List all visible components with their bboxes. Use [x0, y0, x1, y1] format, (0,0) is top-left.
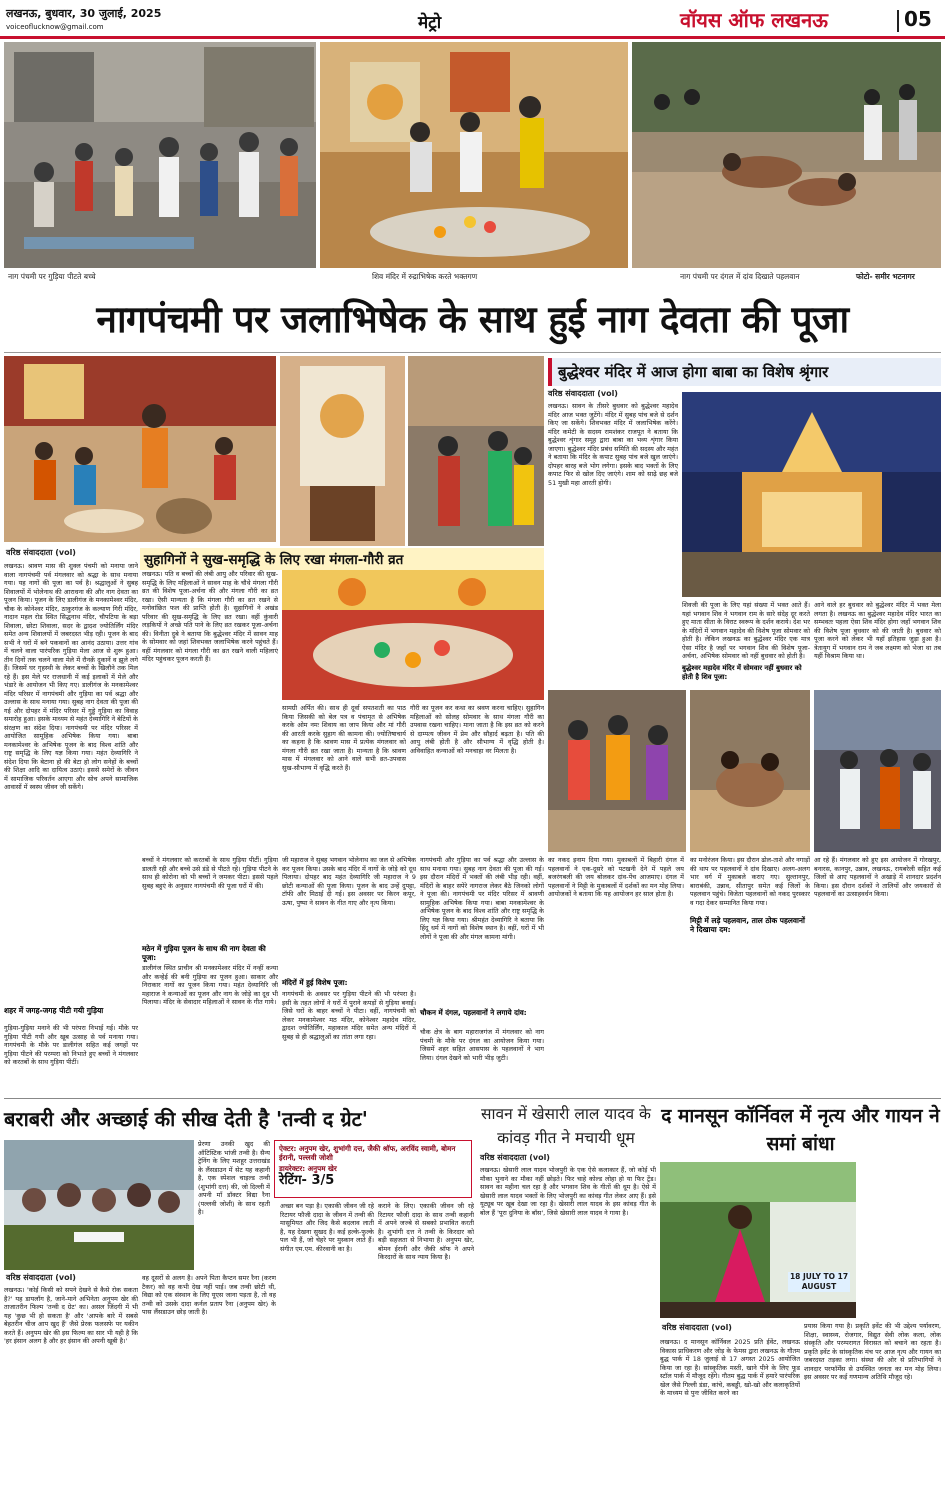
- tanvi-byline: वरिष्ठ संवाददाता (vol): [6, 1273, 76, 1282]
- main-col3: [282, 856, 416, 976]
- email: voiceoflucknow@gmail.com: [6, 23, 104, 31]
- main-sub1: शहर में जगह-जगह पीटी गयी गुड़िया: [4, 1006, 104, 1015]
- tanvi-col1-text: लखनऊ। 'कोई किसी को सपने देखने से कैसे रोक सकता है?' यह डायलॉग है, जाने-माने अभिनेता अनुपम खेर की ताजातरीन फिल्म 'तन्वी द ग्रेट' का। असल जिंदगी में भी यह 'कुछ भी हो सकता है' और 'आपके बारे में सबसे बेहतरीन चीज आप खुद हैं' जैसे प्रेरक फलसफे पर यकीन करते हैं। अनुपम खेर की इस फिल्म का सार भी यही है कि 'हर इंसान अलग है और हर इंसान की अपनी खूबी है।': [4, 1286, 138, 1345]
- date-line: लखनऊ, बुधवार, 30 जुलाई, 2025: [6, 7, 162, 20]
- main-byline: वरिष्ठ संवाददाता (vol): [6, 548, 76, 557]
- tanvi-side-text: [198, 1140, 270, 1270]
- main-sub4: चौकन में दंगल, पहलवानों ने लगाये दांव:: [420, 1008, 527, 1017]
- main-col4-text: नागपंचमी और गुड़िया का पर्व श्रद्धा और उल्लास के साथ मनाया गया। सुबह नाग देवता की पूजा की गई। इस दौरान मंदिरों में भक्तों की लंबी भीड़ रही। वहीं, मंदिरों के बाहर सपेरे नागराज लेकर बैठे जिनको लोगों ने पूजा की। नागपंचमी पर मंदिर परिसर में श्रावणी सामूहिक अभिषेक किया गया। बाबा मनकामेश्वर के अभिषेक पूजन के बाद विश्व शांति और राष्ट्र समृद्धि के लिए यज्ञ किया गया। श्रीमहंत देव्यागिरि ने बताया कि हिंदू धर्म में नागों को विशेष स्थान है। वहीं, घरों में भी लोगों ने पूजा की और मंगल कामना मांगी।: [420, 856, 544, 941]
- dangal-col2-text: का मनोरंजन किया। इस दौरान ढोल-ताशे और नगाड़ों की थाप पर पहलवानों ने दांव दिखाए। अलग-अलग भार वर्ग में मुकाबले कराए गए। सुल्तानपुर, बाराबंकी, उन्नाव, सीतापुर समेत कई जिलों के पहलवान पहुंचे। विजेता पहलवानों को नकद पुरस्कार व गदा देकर सम्मानित किया गया।: [690, 856, 810, 907]
- tanvi-cast: ऐक्टर: अनुपम खेर, शुभांगी दत्त, जैकी श्रॉफ, अरविंद स्वामी, बोमन ईरानी, पल्लवी जोशी: [279, 1144, 456, 1162]
- photo-mangla-gauri: [282, 570, 544, 700]
- tanvi-col1: [4, 1286, 138, 1496]
- headline-rule: [4, 352, 941, 353]
- vrat-headline: सुहागिनों ने सुख-समृद्धि के लिए रखा मंगला-गौरी व्रत: [140, 548, 544, 570]
- tanvi-side-text-content: प्रेरणा उनकी खुद की ऑटिस्टिक भांजी तन्वी है। सैन्य ट्रेनिंग के लिए मशहूर उत्तराखंड के लैंसडाउन में सेट यह कहानी है, एक स्पेशल चाइल्ड तन्वी (शुभांगी दत्त) की, जो दिल्ली में अपनी माँ डॉक्टर विद्या रैना (पल्लवी जोशी) के साथ रहती है।: [198, 1140, 270, 1216]
- masthead-rule: [0, 36, 945, 39]
- monsoon-byline: वरिष्ठ संवाददाता (vol): [662, 1323, 732, 1332]
- photo-naag-puja: [4, 356, 276, 542]
- dangal-col3-text: आ रहे हैं। मंगलवार को हुए इस आयोजन में गोरखपुर, बनारस, कानपुर, उन्नाव, लखनऊ, रायबरेली सहित कई जिलों से आए पहलवानों ने अखाड़े में शानदार प्रदर्शन किया। इस दौरान दर्शकों ने तालियों और जयकारों से पहलवानों का उत्साहवर्धन किया।: [814, 856, 941, 898]
- vrat-col2: [282, 704, 406, 850]
- main-col4: [420, 856, 544, 1006]
- main-col3-text: जी महाराज ने सुबह भगवान भोलेनाथ का जल से अभिषेक कर पूजन किया। उसके बाद मंदिर में नागों के जोड़े को दूध पिलाया। दोपहर बाद महंत देव्यागिरि जी महाराज ने 9 छोटी कन्याओं की पूजा किया। पूजन के बाद उन्हें दुपट्टा, टॉफी और मिठाई दी गई। इस अवसर पर किरन कपूर, ऊषा, पुष्पा ने सावन के गीत गाए और नृत्य किया।: [282, 856, 416, 907]
- photo-caption-right: नाग पंचमी पर दंगल में दांव दिखाते पहलवान: [680, 272, 800, 281]
- budhheshwar-sub: बुद्धेश्वर महादेव मंदिर में सोमवार नहीं बुधवार को होती है शिव पूजा:: [682, 664, 810, 681]
- tanvi-director: डायरेक्टर: अनुपम खेर: [279, 1164, 337, 1173]
- budhheshwar-col3: [814, 601, 941, 686]
- section-divider: [4, 1098, 941, 1099]
- main-col3b-text: नागपंचमी के अवसर पर गुड़िया पीटने की भी परंपरा है। इसी के तहत लोगों ने घरों में पुराने कपड़ों से गुड़िया बनाई। जिसे घरों के बाहर बच्चों ने पीटा। वहीं, नागपंचमी को लेकर मनकामेश्वर मठ मंदिर, कोनेश्वर महादेव मंदिर, द्वादश ज्योतिर्लिंग, महाकाल मंदिर समेत अन्य मंदिरों में सुबह से ही श्रद्धालुओं का तांता लगा रहा।: [282, 990, 416, 1041]
- main-col1: [4, 562, 138, 1006]
- budhheshwar-col1-text: लखनऊ। सावन के तीसरे बुधवार को बुद्धेश्वर महादेव मंदिर आज भक्त जुटेंगे। मंदिर में सुबह पांच बजे से दर्शन किए जा सकेंगे। शिवभक्त मंदिर में जलाभिषेक करेंगे। मंदिर कमेटी के सदस्य रामशंकर राजपूत ने बताया कि बुद्धेश्वर शृंगार समूह द्वारा बाबा का भव्य शृंगार किया जाएगा। बुद्धेश्वर मंदिर प्रबंध समिति की सदस्य और महंत ने बताया कि मंदिर के कपाट सुबह पांच बजे खुल जाएंगे। दोपहर बारह बजे भोग लगेगा। इसके बाद भक्तों के लिए कपाट फिर से खोल दिए जाएंगे। शाम को साढ़े छह बजे 51 मुखी महा आरती होगी।: [548, 402, 678, 487]
- budhheshwar-col3-text: आने वाले हर बुधवार को बुद्धेश्वर मंदिर में भक्त मेला लगता है। लखनऊ का बुद्धेश्वर महादेव मंदिर भारत का सम्भवतः पहला ऐसा शिव मंदिर होगा जहाँ भगवान शिव की विशेष पूजा बुधवार को की जाती है। बुधवार को पूजा करने को लेकर भी यहाँ इतिहास जुड़ा हुआ है। त्रेतायुग में भगवान राम ने जब लक्ष्मण को भेजा था तब यहीं विश्राम किया था।: [814, 601, 941, 660]
- dangal-col1: [548, 856, 684, 1094]
- monsoon-banner-text: 18 JULY TO 17 AUGUST: [789, 1272, 849, 1291]
- vrat-col1-text: लखनऊ। पति व बच्चों की लंबी आयु और परिवार की सुख-समृद्धि के लिए महिलाओं ने सावन माह के चौथे मंगला गौरी व्रत की विशेष पूजा-अर्चना की और मंगला गौरी का व्रत रखा। ऐसी मान्यता है कि मंगला गौरी का व्रत रखने से मनोवांछित फल की प्राप्ति होती है। सुहागिनों ने अखंड परिवार की सुख-समृद्धि के लिए व्रत रखा। वहीं कुंवारी लड़कियों ने अच्छे पति पाने के लिए व्रत रखकर पूजा-अर्चना की। विनीता दुबे ने बताया कि बुद्धेश्वर मंदिर में सावन माह के सोमवार को जहां शिवभक्त जलाभिषेक करने पहुंचते हैं। वहीं मंगलवार को मंगला गौरी का व्रत रखने वाली महिलाएं मंदिर पहुंचकर पूजन करती हैं।: [142, 570, 278, 663]
- main-col2b-text: डालीगंज स्थित प्राचीन श्री मनकामेश्वर मंदिर में नन्हीं कन्या और कन्हेई की बनी गुड़िया का पूजन हुआ। साकार और निराकार नागों का पूजन किया गया। महंत देव्यागिरि जी महाराज ने कन्याओं का पूजन और नाग के जोड़े का दूध भी पिलाया। मंदिर के सेवादार महिलाओं ने सावन के गीत गाये।: [142, 964, 278, 1006]
- photo-caption-left: नाग पंचमी पर गुड़िया पीटते बच्चे: [8, 272, 96, 281]
- tanvi-col4-text: कराने के लिए। एकाकी जीवन जी रहे रिटायर फौजी दादा के साथ तन्वी कहानी में अपने जज्बे से सबको प्रभावित करती है। शुभांगी दत्त ने तन्वी के किरदार को बड़ी सहजता से निभाया है। अनुपम खेर, बोमन ईरानी और जैकी श्रॉफ ने अपने किरदारों के साथ न्याय किया है।: [378, 1202, 474, 1261]
- monsoon-col2-text: प्रयास किया गया है। प्रकृति इवेंट की भी उद्देश्य पर्यावरण, शिक्षा, स्वास्थ्य, रोजगार, विद्युत सेवी लोक कला, लोक संस्कृति और परम्परागत विरासत को बचाने का रहता है। प्रकृति इवेंट के सांस्कृतिक मंच पर आज नृत्य और गायन का जबरदस्त तड़का लगा। संस्था की ओर से प्रतिभागियों ने शानदार परफॉर्मेंस से उपस्थित जनता का मन मोह लिया। इस अवसर पर कई गणमान्य अतिथि मौजूद रहे।: [804, 1322, 941, 1381]
- photo-dangal-prize: [814, 690, 941, 852]
- photo-monsoon-dancer: [660, 1162, 856, 1318]
- main-col3b: [282, 990, 416, 1094]
- photo-kids-gudiya: [4, 42, 316, 268]
- budhheshwar-col2: [682, 601, 810, 671]
- main-col1b-text: गुड़िया-गुड़िया मनाने की भी परंपरा निभाई गई। मौके पर गुड़िया पीटी गयी और खूब उत्साह से पर्व मनाया गया। नागपंचमी के मौके पर डालीगंज सहित कई जगहों पर गुड़िया पीटने की परम्परा को निभाते हुए बच्चों ने मंगलवार को करतबों के साथ गुड़िया पीटीं।: [4, 1024, 138, 1066]
- khesari-headline: सावन में खेसारी लाल यादव के कांवड़ गीत ने मचायी धूम: [481, 1105, 651, 1147]
- tanvi-col2: [142, 1274, 276, 1496]
- main-col1b: [4, 1024, 138, 1094]
- masthead-divider: [897, 10, 899, 32]
- photo-dangal-wrestlers: [690, 690, 810, 852]
- masthead: [0, 0, 945, 40]
- dangal-col2: [690, 856, 810, 914]
- budhheshwar-headline: बुद्धेश्वर मंदिर में आज होगा बाबा का विशेष श्रृंगार: [548, 358, 941, 386]
- section-label: मेट्रो: [418, 13, 442, 33]
- main-sub2: मठेन में गुड़िया पूजन के साथ की नाग देवता की पूजा:: [142, 944, 266, 962]
- tanvi-rating: रेटिंग- 3/5: [279, 1173, 335, 1188]
- photo-tanvi-poster: [4, 1140, 194, 1270]
- monsoon-col1: [660, 1338, 800, 1496]
- monsoon-col2: [804, 1322, 941, 1496]
- main-col4b: [420, 1028, 544, 1094]
- main-sub3: मंदिरों में हुई विशेष पूजा:: [282, 978, 348, 987]
- tanvi-col3-text: अच्छा बन पड़ा है। एकाकी जीवन जी रहे रिटायर फौजी दादा के जीवन में तन्वी की मासूमियत और जिद कैसे बदलाव लाती है, यह देखना सुखद है। कई हल्के-फुल्के पल भी हैं, जो चेहरे पर मुस्कान लाते हैं। संगीत एम.एम. कीरवानी का है।: [280, 1202, 374, 1253]
- photo-caption-mid: शिव मंदिर में रुद्राभिषेक करते भक्तगण: [372, 272, 478, 281]
- monsoon-col1-text: लखनऊ। द मानसून कॉर्निवल 2025 प्रति ईवेंट, लखनऊ विकास प्राधिकरण और जोड़ के फेमस द्वारा लखनऊ के गौतम बुद्ध पार्क में 18 जुलाई से 17 अगस्त 2025 आयोजित किया जा रहा है। सांस्कृतिक मस्ती, खाने पीने के लिए फूड स्टॉल पार्क में मौजूद रहेंगे। गौतम बुद्ध पार्क में हमारे पारंपरिक खेल जैसे गिल्ली डंडा, कांचे, कबड्डी, खो-खो और कलाकृतियों के माध्यम से पुनः जीवित करने का: [660, 1338, 800, 1397]
- main-col2-text: बच्चों ने मंगलवार को करतबों के साथ गुड़िया पीटीं। गुड़िया डालती रही और बच्चे उसे डंडे से पीटते रहे। गुड़िया पीटने के साथ ही कोरोना को भी बच्चों ने जमकर पीटा। इससे पहले सुबह बहुएं के अनुसार नागपंचमी की पूजा घरों में की।: [142, 856, 278, 890]
- photo-shiv-abhishek: [320, 42, 628, 268]
- monsoon-headline: द मानसून कॉर्निवल में नृत्य और गायन ने समां बांधा: [661, 1105, 940, 1155]
- tanvi-col2-text: वह दूसरों से अलग है। अपने पिता कैप्टन समर रैना (करण टैकर) को वह कभी देख नहीं पाई। जब तन्वी छोटी थी, विद्या को एक संस्थान के लिए यूएस जाना पड़ता है, तो वह तन्वी को उसके दादा कर्नल प्रताप रैना (अनुपम खेर) के पास लैंसडाउन छोड़ जाती है।: [142, 1274, 276, 1316]
- main-col2b: [142, 964, 278, 1094]
- vrat-col1: [142, 570, 278, 850]
- budhheshwar-col1: [548, 402, 678, 597]
- dangal-col1-text: का नकद इनाम दिया गया। मुकाबलों में बिहारी दंगल में पहलवानों ने एक-दूसरे को पटखनी देने में पहले जय बजरंगबली की जय बोलकर दांव-पेंच आजमाए। दंगल में पहलवानों ने मिट्टी के मुकाबलों में दर्शकों का मन मोह लिया। आयोजकों ने बताया कि यह आयोजन हर साल होता है।: [548, 856, 684, 898]
- main-col2: [142, 856, 278, 941]
- main-col1-text: लखनऊ। श्रावण मास की शुक्ल पंचमी को मनाया जाने वाला नागपंचमी पर्व मंगलवार को श्रद्धा के साथ मनाया गया। यह नागों की पूजा का पर्व है। श्रद्धालुओं ने सुबह शिवालयों में भोलेनाथ की आराधना की और नाग देवता का पूजन किया। पूजन के लिए डालीगंज के मनकामेश्वर मंदिर, चौक के कोनेश्वर मंदिर, ठाकुरगंज के कल्याण गिरी मंदिर, नादान महल रोड स्थित सिद्धनाथ मंदिर, चौपटिया के बड़ा शिवाला, छोटा शिवाला, सदर के द्वादश ज्योतिर्लिंग मंदिर समेत अन्य शिवालयों में जबरदस्त भीड़ रही। पूजन के बाद सभी ने घरों में बने पकवानों का आनंद उठाया। उत्तर गांव में चलने वाला पारंपरिक गुड़िया मेला आज से शुरू हुआ। तीन दिनों तक चलने वाला मेले में रौनक़ें दुकानें व झूले लगे हैं। जिसमें घर गृहस्थी के लेकर बच्चों के खिलौने तक मिल रहे हैं। इस मेले पर राजधानी में कई इलाकों में मेले और भंडारे के आयोजन भी किए गए। डालीगंज के मनकामेश्वर मंदिर परिसर में नागपंचमी और गुड़िया का पर्व श्रद्धा और उल्लास के साथ मनाया गया। सुबह नाग देवता की पूजा की गई और दोपहर में मंदिर परिसर में गुड्डे गुड़िया का विवाह समारोह हुआ। इसके माध्यम से महंत देव्यागिरि ने बेटियों के संरक्षण का संदेश दिया। नागपंचमी पर मंदिर परिसर में आयोजित सामूहिक अभिषेक किया गया। बाबा मनकामेश्वर के अभिषेक पूजन के बाद विश्व शांति और राष्ट्र समृद्धि के लिए यज्ञ किया गया। महंत देव्यागिरि ने संदेश दिया कि बेटाना हो की बेटा हो लोग सनेहों के बच्चों की शिक्षा आदि का दायित्व उठाएं। इससे समेरों के जीवन में सामाजिक परिवर्तन आएगा और सोच अपने सामाजिक आवासों में स्वस्थ जीवन जी सकेंगे।: [4, 562, 138, 791]
- budhheshwar-byline: वरिष्ठ संवाददाता (vol): [548, 389, 618, 398]
- photo-budhheshwar-temple: [682, 392, 941, 597]
- tanvi-col4: [378, 1202, 474, 1496]
- vrat-col3-text: गौरी का पूजन कर कथा का श्रवण करना चाहिए। सुहागिन महिलाओं को सोलह सोमवार के साथ मंगला गौरी का उपवास रखना चाहिए। माना जाता है कि इस व्रत को करने से दाम्पत्य जीवन में प्रेम और सौहार्द बढ़ता है। पति की आयु लंबी होती है और सौभाग्य में वृद्धि होती है। अविवाहित कन्याओं को मनचाहा वर मिलता है।: [410, 704, 544, 755]
- tanvi-col3: [280, 1202, 374, 1496]
- paper-name: वॉयस ऑफ लखनऊ: [680, 8, 828, 32]
- vrat-col3: [410, 704, 544, 850]
- main-col4b-text: चौक क्षेत्र के बाग महाराजगंज में मंगलवार को नाग पंचमी के मौके पर दंगल का आयोजन किया गया। जिसमें शहर सहित आसपास के पहलवानों ने भाग लिया। दंगल देखने को भारी भीड़ जुटी।: [420, 1028, 544, 1062]
- vrat-col2-text: सामग्री अर्पित की। साथ ही दूर्वा सपतशती का पाठ किया जिसकी को बेल पत्र व पंचामृत से अभिषेक करके ओम नमः शिवाय का जाप किया और मां गौरी की आरती करके सुहाग की कामना की। ज्योतिषाचार्य का कहना है कि श्रावण मास में प्रत्येक मंगलवार को मंगला गौरी व्रत रखा जाता है। मान्यता है कि श्रावण मास में मंगलवार को आने वाले सभी व्रत-उपवास सुख-सौभाग्य में वृद्धि करते हैं।: [282, 704, 406, 772]
- budhheshwar-col2-text: शिवजी की पूजा के लिए यहां संख्या में भक्त आते हैं। यहां भगवान शिव ने भगवान राम के सारे संदेह दूर करते हुए माता सीता के विराट स्वरूप के दर्शन कराये। देश भर के मंदिरों में भगवान महादेव की विशेष पूजा सोमवार को होती है। लेकिन लखनऊ का बुद्धेश्वर मंदिर एक मात्र ऐसा मंदिर है जहाँ पर भगवान शिव की विशेष पूजा-अर्चना, अभिषेक सोमवार को नहीं बुधवार को होती है।: [682, 601, 810, 660]
- photo-temple-shringar: [280, 356, 405, 546]
- photo-credit: फोटो- समीर भटनागर: [856, 272, 915, 281]
- dangal-headline: मिट्टी में लड़े पहलवान, ताल ठोक पहलवानों ने दिखाया दम:: [690, 916, 805, 934]
- photo-dangal-crowd: [548, 690, 686, 852]
- tanvi-info-box: [274, 1140, 472, 1198]
- khesari-col1-text: लखनऊ। खेसारी लाल यादव भोजपुरी के एक ऐसे कलाकार हैं, जो कोई भी मौका भुनाने का मौका नहीं छोड़ते। फिर चाहे कोल्ड लोहा हो या फिर ट्रेंड। सावन का महीना चल रहा है और भगवान शिव के गीतों की धूम है। ऐसे में खेसारी लाल यादव भक्तों के लिए भोजपुरी का कांवड़ गीत लेकर आए हैं। इसे यूट्यूब पर खूब देखा जा रहा है। खेसारी लाल यादव के इस कांवड़ गीत के बोल हैं 'पूरा दुनिया के बॉस', जिसे खेसारी लाल यादव ने गाया है।: [480, 1166, 656, 1217]
- dangal-col3: [814, 856, 941, 1094]
- khesari-col1: [480, 1166, 656, 1496]
- photo-dangal: [632, 42, 941, 268]
- tanvi-headline: बराबरी और अच्छाई की सीख देती है 'तन्वी द ग्रेट': [4, 1107, 368, 1131]
- page-number: 05: [904, 7, 932, 31]
- photo-devotees: [408, 356, 544, 546]
- main-headline: नागपंचमी पर जलाभिषेक के साथ हुई नाग देवता की पूजा: [96, 298, 849, 341]
- khesari-byline: वरिष्ठ संवाददाता (vol): [480, 1153, 550, 1162]
